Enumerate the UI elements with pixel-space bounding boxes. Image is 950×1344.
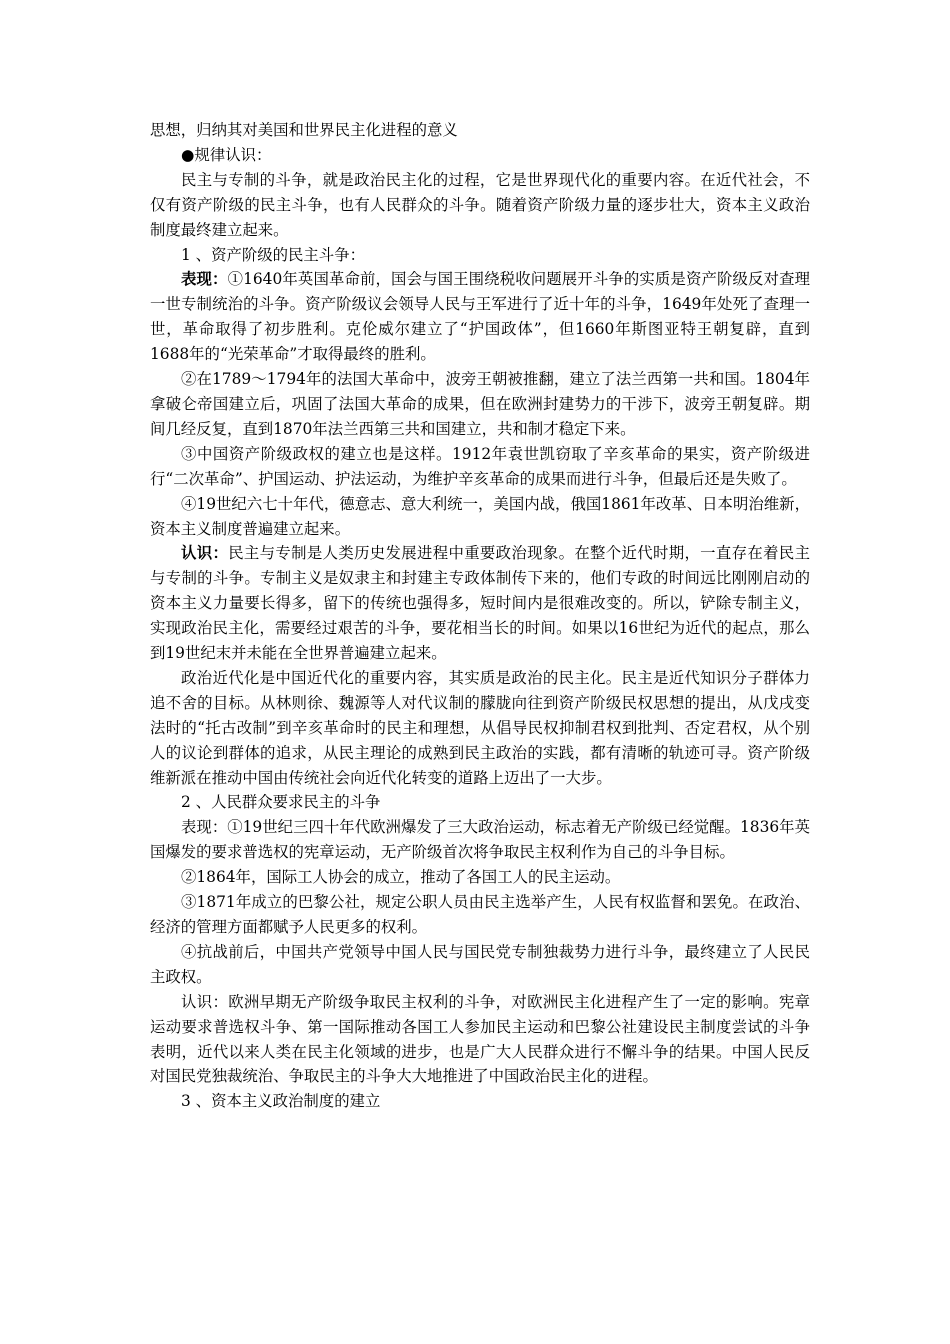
paragraph-item-2: ②在1789～1794年的法国大革命中，波旁王朝被推翻，建立了法兰西第一共和国。1804年拿破仑帝国建立后，巩固了法国大革命的成果，但在欧洲封建势力的干涉下，波旁王朝复辟。期间几经反复，直到1870年法兰西第三共和国建立，共和制才稳定下来。 [150, 370, 810, 438]
paragraph-item-4b: ④抗战前后，中国共产党领导中国人民与国民党专制独裁势力进行斗争，最终建立了人民民主政权。 [150, 942, 810, 986]
paragraph-performance-1 [150, 267, 810, 367]
paragraph-item-2b: ②1864年，国际工人协会的成立，推动了各国工人的民主运动。 [181, 868, 621, 887]
section-heading-1: 1 、资产阶级的民主斗争： [181, 245, 365, 264]
document-body [150, 118, 810, 1114]
paragraph-recognition-2: 认识：欧洲早期无产阶级争取民主权利的斗争，对欧洲民主化进程产生了一定的影响。宪章运动要求普选权斗争、第一国际推动各国工人参加民主运动和巴黎公社建设民主制度尝试的斗争表明，近代以来人类在民主化领域的进步，也是广大人民群众进行不懈斗争的结果。中国人民反对国民党独裁统治、争取民主的斗争大大地推进了中国政治民主化的进程。 [150, 992, 810, 1086]
section-heading-2: 2 、人民群众要求民主的斗争 [181, 793, 381, 812]
paragraph-item-4: ④19世纪六七十年代，德意志、意大利统一，美国内战，俄国1861年改革、日本明治维新，资本主义制度普遍建立起来。 [150, 494, 810, 538]
paragraph-continuation: 思想，归纳其对美国和世界民主化进程的意义 [150, 121, 458, 139]
paragraph-political-modernization: 政治近代化是中国近代化的重要内容，其实质是政治的民主化。民主是近代知识分子群体力追不舍的目标。从林则徐、魏源等人对代议制的朦胧向往到资产阶级民权思想的提出，从戊戌变法时的“托古改制”到辛亥革命时的民主和理想，从倡导民权抑制君权到批判、否定君权，从个别人的议论到群体的追求，从民主理论的成熟到民主政治的实践，都有清晰的轨迹可寻。资产阶级维新派在推动中国由传统社会向近代化转变的道路上迈出了一大步。 [150, 668, 810, 787]
paragraph-item-3: ③中国资产阶级政权的建立也是这样。1912年袁世凯窃取了辛亥革命的果实，资产阶级进行“二次革命”、护国运动、护法运动，为维护辛亥革命的成果而进行斗争，但最后还是失败了。 [150, 444, 810, 488]
paragraph-performance-2: 表现：①19世纪三四十年代欧洲爆发了三大政治运动，标志着无产阶级已经觉醒。1836年英国爆发的要求普选权的宪章运动，无产阶级首次将争取民主权利作为自己的斗争目标。 [150, 818, 810, 862]
paragraph-text: 民主与专制是人类历史发展进程中重要政治现象。在整个近代时期，一直存在着民主与专制的斗争。专制主义是奴隶主和封建主专政体制传下来的，他们专政的时间远比刚刚启动的资本主义力量要长得多，留下的传统也强得多，短时间内是很难改变的。所以，铲除专制主义，实现政治民主化，需要经过艰苦的斗争，要花相当长的时间。如果以16世纪为近代的起点，那么到19世纪末并未能在全世界普遍建立起来。 [150, 544, 810, 663]
paragraph-recognition-1 [150, 541, 810, 666]
section-heading-3: 3 、资本主义政治制度的建立 [181, 1092, 381, 1111]
paragraph-text: ①1640年英国革命前，国会与国王围绕税收问题展开斗争的实质是资产阶级反对查理一世专制统治的斗争。资产阶级议会领导人民与王军进行了近十年的斗争，1649年处死了查理一世，革命取得了初步胜利。克伦威尔建立了“护国政体”，但1660年斯图亚特王朝复辟，直到1688年的“光荣革命”才取得最终的胜利。 [150, 270, 810, 364]
heading-pattern-recognition: ●规律认识： [181, 145, 272, 164]
paragraph-lead-label: 认识： [181, 544, 229, 563]
paragraph-lead-label: 表现： [181, 270, 228, 289]
paragraph-intro: 民主与专制的斗争，就是政治民主化的过程，它是世界现代化的重要内容。在近代社会，不仅有资产阶级的民主斗争，也有人民群众的斗争。随着资产阶级力量的逐步壮大，资本主义政治制度最终建立起来。 [150, 170, 810, 239]
paragraph-item-3b: ③1871年成立的巴黎公社，规定公职人员由民主选举产生，人民有权监督和罢免。在政治、经济的管理方面都赋予人民更多的权利。 [150, 893, 810, 936]
